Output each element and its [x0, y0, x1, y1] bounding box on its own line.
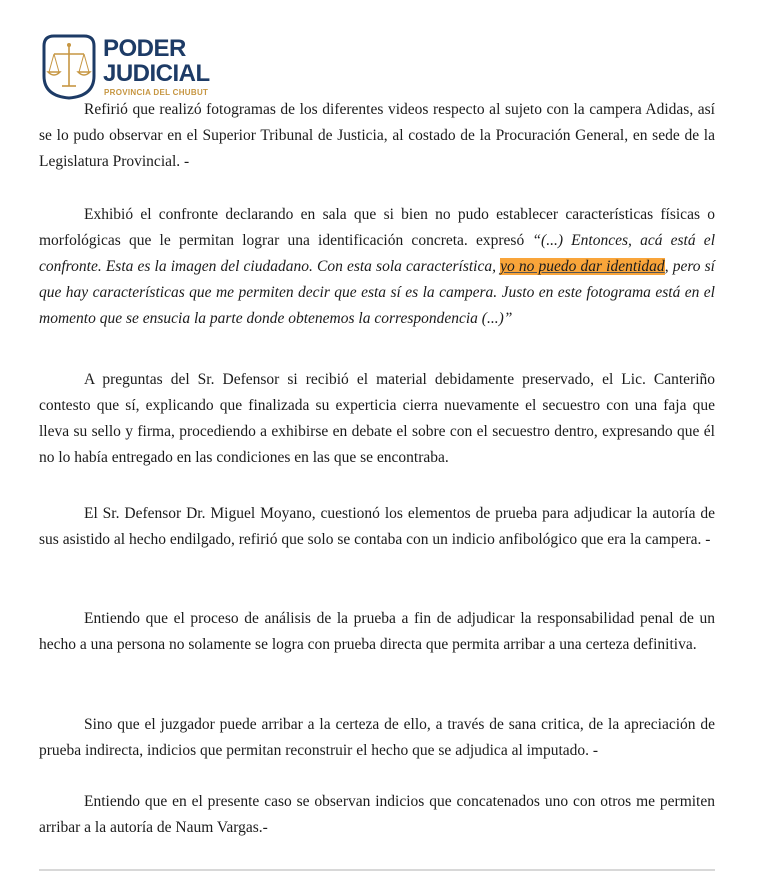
logo-subtitle: PROVINCIA DEL CHUBUT: [104, 88, 209, 97]
logo-title-poder: PODER: [103, 35, 186, 62]
poder-judicial-logo: [40, 30, 240, 100]
paragraph-fotogramas: Refirió que realizó fotogramas de los diferentes videos respecto al sujeto con la campera Adidas, así se lo pudo observar en el Superior Tribunal de Justicia, al costado de la Procuración General, en sede de la Legislatura Provincial. -: [39, 101, 715, 170]
cut-off-next-line: [0, 860, 762, 871]
scales-of-justice-emblem-icon: [40, 32, 98, 100]
paragraph-defensor-moyano: El Sr. Defensor Dr. Miguel Moyano, cuestionó los elementos de prueba para adjudicar la autoría de sus asistido al hecho endilgado, refirió que solo se contaba con un indicio anfibológico que era la campera. -: [39, 505, 715, 548]
highlighted-quote: yo no puedo dar identidad: [500, 258, 665, 275]
paragraph-analisis-prueba: Entiendo que el proceso de análisis de la prueba a fin de adjudicar la responsabilidad penal de un hecho a una persona no solamente se logra con prueba directa que permita arribar a una certeza definitiva.: [39, 610, 715, 653]
paragraph-confronte: [39, 202, 715, 332]
paragraph-confronte-intro: Exhibió el confronte declarando en sala que si bien no pudo establecer características físicas o morfológicas que le permitan lograr una identificación concreta. expresó: [39, 206, 715, 249]
paragraph-indicios: Entiendo que en el presente caso se observan indicios que concatenados uno con otros me permiten arribar a la autoría de Naum Vargas.-: [39, 793, 715, 836]
quote-part-1: “(...) Entonces, acá está el confronte. Esta es la imagen del ciudadano. Con esta sola característica,: [39, 232, 715, 275]
quote-part-2: , pero sí que hay características que me permiten decir que esta sí es la campera. Justo en este fotograma está en el momento que se ensucia la parte donde obtenemos la correspondencia (...)”: [39, 258, 715, 327]
paragraph-sana-critica: Sino que el juzgador puede arribar a la certeza de ello, a través de sana critica, de la apreciación de prueba indirecta, indicios que permitan reconstruir el hecho que se adjudica al imputado. -: [39, 716, 715, 759]
logo-title-judicial: JUDICIAL: [103, 60, 210, 87]
paragraph-defensor-preguntas: A preguntas del Sr. Defensor si recibió el material debidamente preservado, el Lic. Canteriño contesto que sí, explicando que finalizada su experticia cierra nuevamente el secuestro con una faja que lleva su sello y firma, procediendo a exhibirse en debate el sobre con el secuestro dentro, expresando que él no lo había entregado en las condiciones en las que se encontraba.: [39, 371, 715, 466]
